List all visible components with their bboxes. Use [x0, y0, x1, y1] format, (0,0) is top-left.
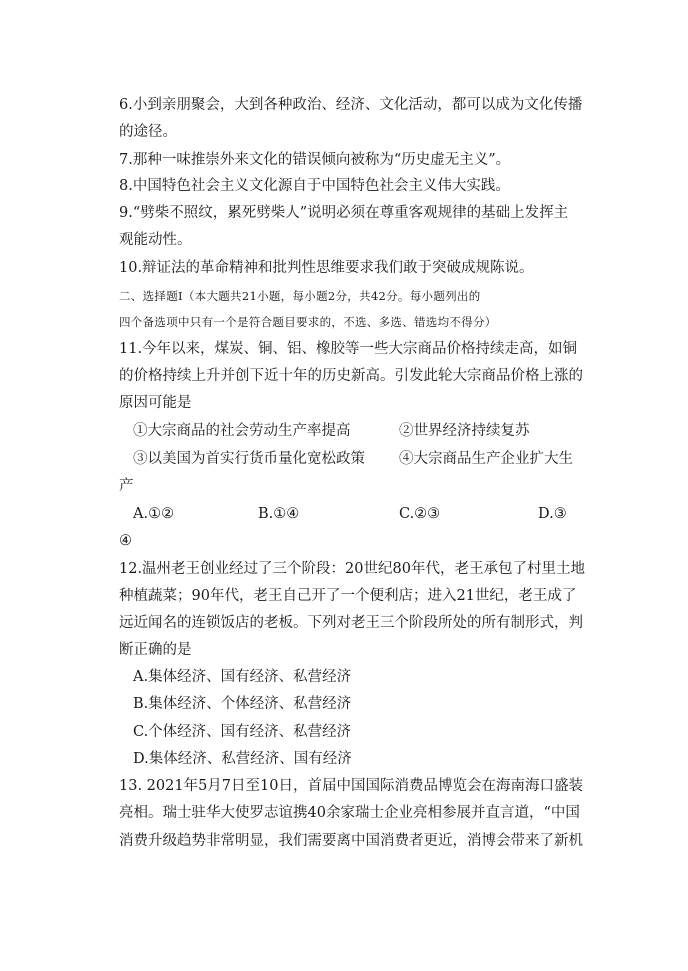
- q13-stem-1: 13. 2021年5月7日至10日，首届中国国际消费品博览会在海南海口盛装: [119, 778, 583, 794]
- q11-statement-2: ②世界经济持续复苏: [399, 423, 530, 439]
- q11-option-a: A.①②: [133, 506, 175, 522]
- q11-statement-3: ③以美国为首实行货币量化宽松政策: [133, 451, 365, 467]
- q11-option-b: B.①④: [258, 506, 300, 522]
- text-line-q9: 9.“劈柴不照纹，累死劈柴人”说明必须在尊重客观规律的基础上发挥主: [119, 205, 569, 221]
- text-line-q6: 6.小到亲朋聚会，大到各种政治、经济、文化活动，都可以成为文化传播: [119, 97, 583, 113]
- q11-option-c: C.②③: [399, 506, 441, 522]
- section-heading: 二、选择题Ⅰ（本大题共21小题，每小题2分，共42分。每小题列出的: [119, 289, 481, 303]
- q11-option-d: D.③: [538, 506, 567, 522]
- q11-stem-2: 的价格持续上升并创下近十年的历史新高。引发此轮大宗商品价格上涨的: [119, 368, 583, 384]
- q11-statement-4: ④大宗商品生产企业扩大生: [399, 451, 573, 467]
- q11-statement-4-cont: 产: [119, 478, 134, 494]
- q13-stem-3: 消费升级趋势非常明显，我们需要离中国消费者更近，消博会带来了新机: [119, 833, 583, 849]
- q12-option-d: D.集体经济、私营经济、国有经济: [133, 751, 352, 767]
- q12-option-b: B.集体经济、个体经济、私营经济: [133, 696, 352, 712]
- q12-option-a: A.集体经济、国有经济、私营经济: [133, 669, 352, 685]
- q12-option-c: C.个体经济、国有经济、私营经济: [133, 724, 352, 740]
- text-line-q9-cont: 观能动性。: [119, 232, 192, 248]
- q11-option-d-cont: ④: [119, 533, 132, 549]
- q13-stem-2: 亮相。瑞士驻华大使罗志谊携40余家瑞士企业亮相参展并直言道，“中国: [119, 805, 580, 821]
- section-instructions: 四个备选项中只有一个是符合题目要求的，不选、多选、错选均不得分）: [119, 315, 497, 329]
- text-line-q7: 7.那种一味推崇外来文化的错误倾向被称为“历史虚无主义”。: [119, 152, 511, 168]
- text-line-q10: 10.辩证法的革命精神和批判性思维要求我们敢于突破成规陈说。: [119, 260, 534, 276]
- text-line-q8: 8.中国特色社会主义文化源自于中国特色社会主义伟大实践。: [119, 178, 510, 194]
- q11-stem-3: 原因可能是: [119, 395, 192, 411]
- q12-stem-1: 12.温州老王创业经过了三个阶段：20世纪80年代，老王承包了村里土地: [119, 561, 585, 577]
- q11-stem-1: 11.今年以来，煤炭、铜、铝、橡胶等一些大宗商品价格持续走高，如铜: [119, 341, 578, 357]
- q12-stem-2: 种植蔬菜；90年代，老王自己开了一个便利店；进入21世纪，老王成了: [119, 588, 577, 604]
- q11-statement-1: ①大宗商品的社会劳动生产率提高: [133, 423, 351, 439]
- q12-stem-4: 断正确的是: [119, 642, 192, 658]
- text-line-q6-cont: 的途径。: [119, 124, 177, 140]
- q12-stem-3: 远近闻名的连锁饭店的老板。下列对老王三个阶段所处的所有制形式，判: [119, 615, 583, 631]
